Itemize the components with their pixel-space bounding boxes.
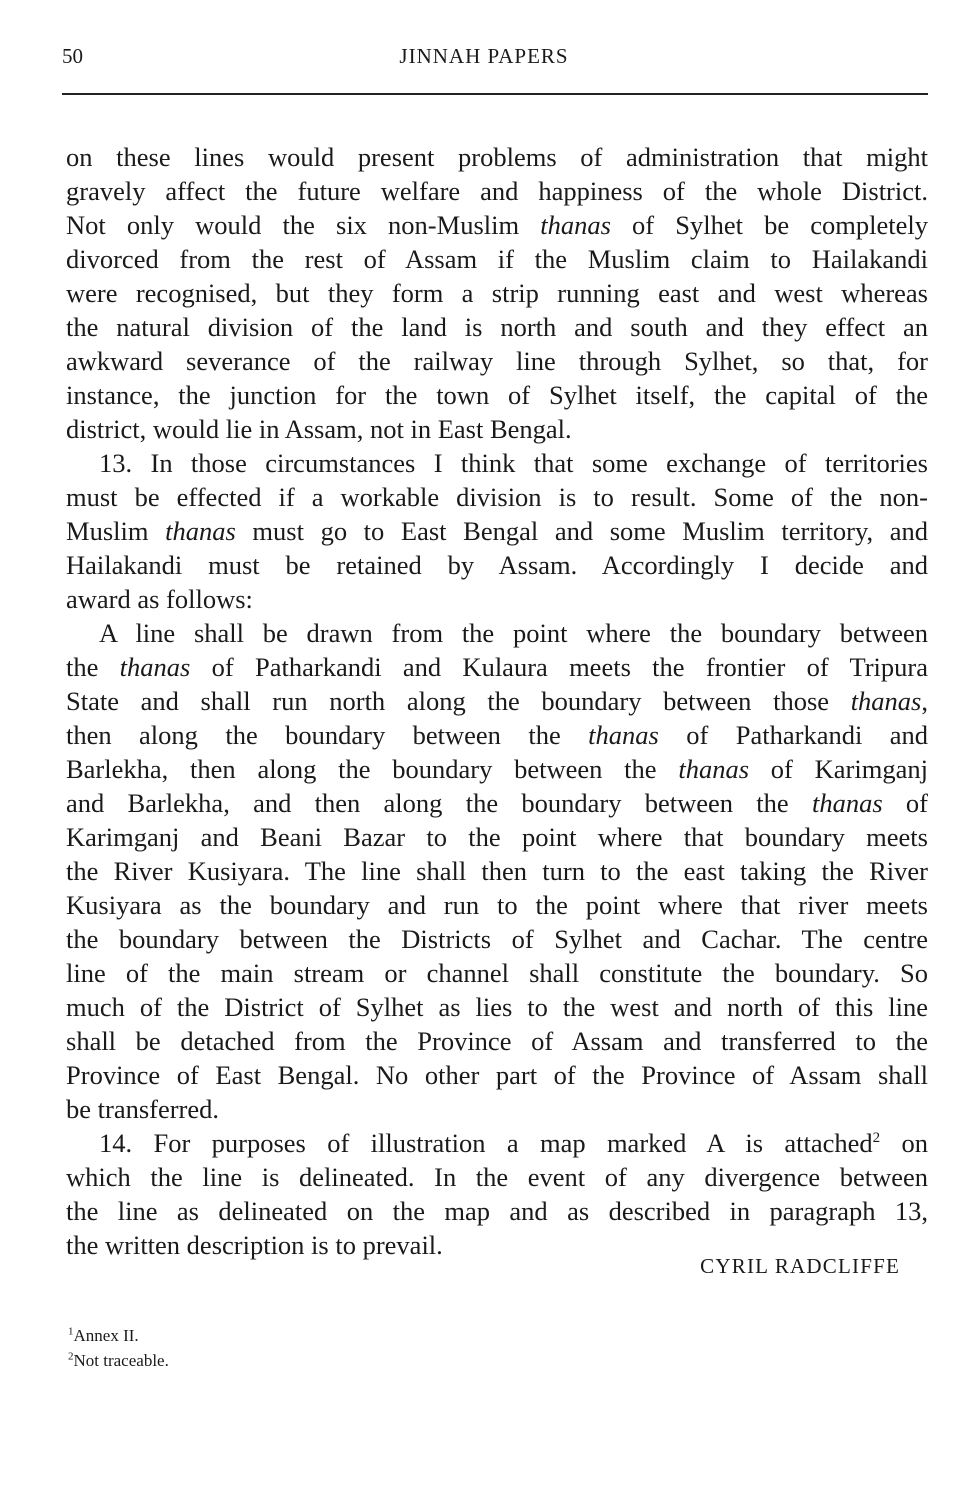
text-line — [66, 548, 928, 582]
text-run: of Karimganj — [749, 754, 928, 784]
text-run: the line as delineated on the map and as described in paragraph 13, — [66, 1196, 928, 1226]
footnote — [68, 1351, 169, 1371]
text-line — [66, 378, 928, 412]
text-run: must go to East Bengal and some Muslim territory, and — [235, 516, 928, 546]
italic-term: thanas — [678, 754, 750, 784]
text-line — [66, 480, 928, 514]
text-run: gravely affect the future welfare and happiness of the whole District. — [66, 176, 928, 206]
text-line — [66, 1058, 928, 1092]
text-line — [66, 310, 928, 344]
text-run: district, would lie in Assam, not in East Bengal. — [66, 414, 572, 444]
text-line — [66, 718, 928, 752]
text-line — [66, 514, 928, 548]
text-line — [66, 140, 928, 174]
italic-term: thanas — [588, 720, 659, 750]
text-run: shall be detached from the Province of Assam and transferred to the — [66, 1026, 928, 1056]
text-line — [66, 956, 928, 990]
text-run: then along the boundary between the — [66, 720, 589, 750]
text-run: 13. In those circumstances I think that some exchange of territories — [99, 448, 928, 478]
text-run: Barlekha, then along the boundary between the — [66, 754, 679, 784]
footnote-reference: 2 — [872, 1130, 881, 1147]
text-run: on these lines would present problems of administration that might — [66, 142, 928, 172]
text-run: on — [880, 1128, 928, 1158]
text-line — [66, 582, 928, 616]
italic-term: thanas — [811, 788, 883, 818]
text-run: Hailakandi must be retained by Assam. Accordingly I decide and — [66, 550, 928, 580]
text-run: Kusiyara as the boundary and run to the point where that river meets — [66, 890, 928, 920]
text-line — [66, 684, 928, 718]
text-run: Not only would the six non-Muslim — [66, 210, 541, 240]
text-run: much of the District of Sylhet as lies to the west and north of this line — [66, 992, 928, 1022]
text-run: State and shall run north along the boundary between those — [66, 686, 851, 716]
text-run: of Patharkandi and — [658, 720, 928, 750]
text-run: the River Kusiyara. The line shall then turn to the east taking the River — [66, 856, 928, 886]
text-run: awkward severance of the railway line through Sylhet, so that, for — [66, 346, 928, 376]
text-line — [66, 752, 928, 786]
text-run: line of the main stream or channel shall constitute the boundary. So — [66, 958, 928, 988]
text-line — [66, 242, 928, 276]
italic-term: thanas — [165, 516, 236, 546]
text-run: the — [66, 652, 120, 682]
italic-term: thanas — [850, 686, 922, 716]
text-run: instance, the junction for the town of Sylhet itself, the capital of the — [66, 380, 928, 410]
text-run: and Barlekha, and then along the boundary between the — [66, 788, 812, 818]
text-line — [66, 344, 928, 378]
text-line — [66, 276, 928, 310]
text-line — [66, 786, 928, 820]
text-line — [66, 446, 928, 480]
footnote — [68, 1326, 139, 1346]
text-run: were recognised, but they form a strip running east and west whereas — [66, 278, 928, 308]
signature: CYRIL RADCLIFFE — [700, 1254, 900, 1278]
text-run: Karimganj and Beani Bazar to the point where that boundary meets — [66, 822, 928, 852]
text-run: award as follows: — [66, 584, 253, 614]
text-run: Province of East Bengal. No other part of the Province of Assam shall — [66, 1060, 928, 1090]
footnote-mark: 1 — [68, 1325, 74, 1338]
text-run: A line shall be drawn from the point where the boundary between — [99, 618, 928, 648]
text-line — [66, 174, 928, 208]
text-line — [66, 854, 928, 888]
text-line — [66, 820, 928, 854]
footnote-text: Annex II. — [73, 1326, 139, 1345]
text-line — [66, 1092, 928, 1126]
text-run: of Sylhet be completely — [610, 210, 928, 240]
text-run: the natural division of the land is north and south and they effect an — [66, 312, 928, 342]
text-line — [66, 208, 928, 242]
text-line — [66, 990, 928, 1024]
text-run: divorced from the rest of Assam if the Muslim claim to Hailakandi — [66, 244, 928, 274]
header-rule — [62, 93, 928, 95]
text-run: Muslim — [66, 516, 166, 546]
footnote-text: Not traceable. — [73, 1351, 169, 1370]
text-line — [66, 650, 928, 684]
text-line — [66, 922, 928, 956]
text-run: 14. For purposes of illustration a map marked A is attached — [99, 1128, 873, 1158]
running-title: JINNAH PAPERS — [399, 44, 569, 68]
italic-term: thanas — [540, 210, 611, 240]
text-run: the written description is to prevail. — [66, 1230, 443, 1260]
text-run: must be effected if a workable division is to result. Some of the non- — [66, 482, 928, 512]
italic-term: thanas — [119, 652, 191, 682]
text-line — [66, 1126, 928, 1160]
text-run: which the line is delineated. In the event of any divergence between — [66, 1162, 928, 1192]
text-line — [66, 888, 928, 922]
text-run: of Patharkandi and Kulaura meets the frontier of Tripura — [190, 652, 928, 682]
text-line — [66, 616, 928, 650]
text-line — [66, 412, 928, 446]
body-text — [66, 140, 928, 1262]
text-line — [66, 1160, 928, 1194]
text-line — [66, 1024, 928, 1058]
text-run: the boundary between the Districts of Sylhet and Cachar. The centre — [66, 924, 928, 954]
text-run: , — [921, 686, 928, 716]
text-line — [66, 1194, 928, 1228]
page-number: 50 — [62, 44, 83, 68]
text-run: be transferred. — [66, 1094, 220, 1124]
footnote-mark: 2 — [68, 1350, 74, 1363]
text-run: of — [882, 788, 928, 818]
